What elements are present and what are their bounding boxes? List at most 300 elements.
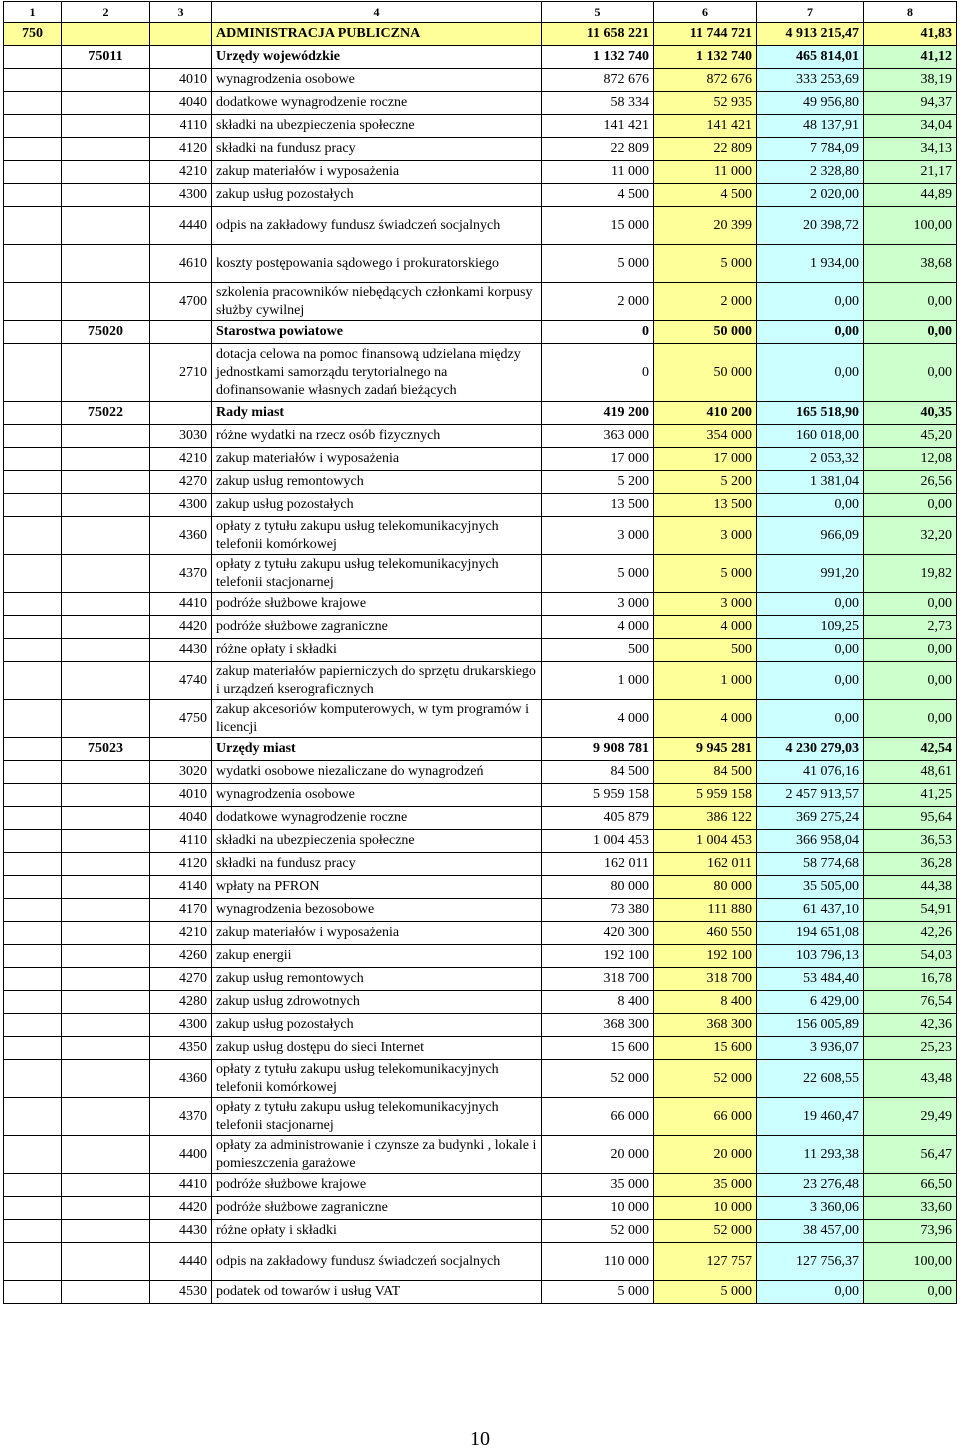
execution-amount-cell: 48 137,91 (757, 115, 864, 138)
paragraph-code-cell: 4410 (150, 1174, 212, 1197)
expense-name-cell: różne wydatki na rzecz osób fizycznych (212, 425, 542, 448)
section-code-cell (62, 184, 150, 207)
table-row (4, 761, 957, 784)
table-row (4, 899, 957, 922)
execution-percent-cell: 42,36 (864, 1014, 957, 1037)
section-row (4, 402, 957, 425)
plan-after-changes-cell: 13 500 (654, 494, 757, 517)
plan-amount-cell: 58 334 (542, 92, 654, 115)
expense-name-cell: wpłaty na PFRON (212, 876, 542, 899)
plan-amount-cell: 52 000 (542, 1060, 654, 1098)
plan-amount-cell: 2 000 (542, 283, 654, 321)
table-row (4, 1098, 957, 1136)
section-code-cell (62, 761, 150, 784)
plan-amount-cell: 17 000 (542, 448, 654, 471)
plan-after-changes-cell: 5 000 (654, 1281, 757, 1304)
plan-amount-cell: 0 (542, 321, 654, 344)
expense-name-cell: podróże służbowe krajowe (212, 1174, 542, 1197)
execution-percent-cell: 41,83 (864, 23, 957, 46)
column-number: 6 (654, 2, 757, 23)
table-row (4, 1014, 957, 1037)
chapter-code-cell (4, 448, 62, 471)
plan-after-changes-cell: 9 945 281 (654, 738, 757, 761)
budget-table (3, 1, 957, 1304)
execution-percent-cell: 21,17 (864, 161, 957, 184)
plan-after-changes-cell: 460 550 (654, 922, 757, 945)
paragraph-code-cell: 4370 (150, 1098, 212, 1136)
column-number-row (4, 2, 957, 23)
section-code-cell (62, 448, 150, 471)
section-code-cell (62, 945, 150, 968)
section-code-cell (62, 807, 150, 830)
chapter-code-cell (4, 1197, 62, 1220)
chapter-code-cell (4, 92, 62, 115)
execution-amount-cell: 194 651,08 (757, 922, 864, 945)
table-row (4, 344, 957, 402)
section-code-cell (62, 639, 150, 662)
plan-after-changes-cell: 141 421 (654, 115, 757, 138)
plan-amount-cell: 66 000 (542, 1098, 654, 1136)
plan-after-changes-cell: 3 000 (654, 517, 757, 555)
execution-percent-cell: 66,50 (864, 1174, 957, 1197)
section-code-cell (62, 207, 150, 245)
table-row (4, 1220, 957, 1243)
expense-name-cell: Urzędy wojewódzkie (212, 46, 542, 69)
chapter-code-cell (4, 616, 62, 639)
chapter-code-cell (4, 1136, 62, 1174)
section-code-cell (62, 471, 150, 494)
plan-amount-cell: 3 000 (542, 517, 654, 555)
plan-amount-cell: 363 000 (542, 425, 654, 448)
plan-amount-cell: 872 676 (542, 69, 654, 92)
plan-after-changes-cell: 5 959 158 (654, 784, 757, 807)
chapter-code-cell (4, 1220, 62, 1243)
chapter-code-cell (4, 784, 62, 807)
paragraph-code-cell: 4210 (150, 922, 212, 945)
paragraph-code-cell: 4040 (150, 92, 212, 115)
expense-name-cell: odpis na zakładowy fundusz świadczeń socjalnych (212, 1243, 542, 1281)
expense-name-cell: Starostwa powiatowe (212, 321, 542, 344)
plan-after-changes-cell: 52 000 (654, 1060, 757, 1098)
chapter-code-cell (4, 69, 62, 92)
execution-percent-cell: 40,35 (864, 402, 957, 425)
plan-after-changes-cell: 11 000 (654, 161, 757, 184)
section-code-cell (62, 1197, 150, 1220)
expense-name-cell: opłaty za administrowanie i czynsze za budynki , lokale i pomieszczenia garażowe (212, 1136, 542, 1174)
chapter-code-cell (4, 1281, 62, 1304)
expense-name-cell: zakup akcesoriów komputerowych, w tym programów i licencji (212, 700, 542, 738)
section-code-cell (62, 69, 150, 92)
expense-name-cell: opłaty z tytułu zakupu usług telekomunikacyjnych telefonii komórkowej (212, 517, 542, 555)
paragraph-code-cell: 4280 (150, 991, 212, 1014)
table-row (4, 662, 957, 700)
section-code-cell: 75023 (62, 738, 150, 761)
paragraph-code-cell: 4350 (150, 1037, 212, 1060)
plan-amount-cell: 80 000 (542, 876, 654, 899)
plan-after-changes-cell: 50 000 (654, 321, 757, 344)
paragraph-code-cell: 4300 (150, 1014, 212, 1037)
execution-percent-cell: 32,20 (864, 517, 957, 555)
table-row (4, 1060, 957, 1098)
plan-amount-cell: 368 300 (542, 1014, 654, 1037)
chapter-row (4, 23, 957, 46)
execution-amount-cell: 156 005,89 (757, 1014, 864, 1037)
chapter-code-cell (4, 662, 62, 700)
chapter-code-cell (4, 807, 62, 830)
plan-amount-cell: 5 000 (542, 555, 654, 593)
chapter-code-cell (4, 425, 62, 448)
table-row (4, 138, 957, 161)
section-code-cell (62, 1014, 150, 1037)
paragraph-code-cell: 4400 (150, 1136, 212, 1174)
table-row (4, 555, 957, 593)
expense-name-cell: zakup materiałów i wyposażenia (212, 448, 542, 471)
execution-amount-cell: 0,00 (757, 344, 864, 402)
plan-after-changes-cell: 192 100 (654, 945, 757, 968)
plan-after-changes-cell: 35 000 (654, 1174, 757, 1197)
plan-amount-cell: 420 300 (542, 922, 654, 945)
plan-amount-cell: 8 400 (542, 991, 654, 1014)
table-row (4, 807, 957, 830)
execution-amount-cell: 966,09 (757, 517, 864, 555)
chapter-code-cell (4, 161, 62, 184)
execution-amount-cell: 3 936,07 (757, 1037, 864, 1060)
plan-amount-cell: 419 200 (542, 402, 654, 425)
chapter-code-cell (4, 184, 62, 207)
section-code-cell (62, 922, 150, 945)
section-code-cell (62, 593, 150, 616)
section-code-cell (62, 991, 150, 1014)
execution-percent-cell: 0,00 (864, 700, 957, 738)
chapter-code-cell (4, 46, 62, 69)
plan-amount-cell: 1 004 453 (542, 830, 654, 853)
plan-amount-cell: 141 421 (542, 115, 654, 138)
expense-name-cell: Rady miast (212, 402, 542, 425)
plan-after-changes-cell: 4 500 (654, 184, 757, 207)
execution-amount-cell: 127 756,37 (757, 1243, 864, 1281)
execution-percent-cell: 12,08 (864, 448, 957, 471)
column-number: 1 (4, 2, 62, 23)
paragraph-code-cell (150, 321, 212, 344)
section-code-cell: 75022 (62, 402, 150, 425)
chapter-code-cell (4, 639, 62, 662)
execution-amount-cell: 35 505,00 (757, 876, 864, 899)
paragraph-code-cell (150, 46, 212, 69)
plan-amount-cell: 22 809 (542, 138, 654, 161)
chapter-code-cell (4, 899, 62, 922)
section-code-cell (62, 1281, 150, 1304)
table-row (4, 115, 957, 138)
expense-name-cell: zakup materiałów papierniczych do sprzętu drukarskiego i urządzeń kserograficznych (212, 662, 542, 700)
chapter-code-cell (4, 115, 62, 138)
expense-name-cell: podatek od towarów i usług VAT (212, 1281, 542, 1304)
column-number: 4 (212, 2, 542, 23)
paragraph-code-cell: 4110 (150, 830, 212, 853)
plan-amount-cell: 405 879 (542, 807, 654, 830)
section-code-cell (62, 853, 150, 876)
execution-percent-cell: 2,73 (864, 616, 957, 639)
table-row (4, 1281, 957, 1304)
execution-amount-cell: 165 518,90 (757, 402, 864, 425)
plan-amount-cell: 52 000 (542, 1220, 654, 1243)
plan-after-changes-cell: 52 935 (654, 92, 757, 115)
execution-percent-cell: 54,91 (864, 899, 957, 922)
execution-amount-cell: 333 253,69 (757, 69, 864, 92)
section-code-cell (62, 1220, 150, 1243)
expense-name-cell: opłaty z tytułu zakupu usług telekomunikacyjnych telefonii stacjonarnej (212, 555, 542, 593)
execution-percent-cell: 34,04 (864, 115, 957, 138)
section-code-cell (62, 1098, 150, 1136)
paragraph-code-cell: 4010 (150, 69, 212, 92)
execution-percent-cell: 0,00 (864, 321, 957, 344)
section-code-cell (62, 425, 150, 448)
plan-after-changes-cell: 8 400 (654, 991, 757, 1014)
expense-name-cell: zakup materiałów i wyposażenia (212, 922, 542, 945)
plan-amount-cell: 162 011 (542, 853, 654, 876)
plan-amount-cell: 11 658 221 (542, 23, 654, 46)
paragraph-code-cell: 4610 (150, 245, 212, 283)
plan-amount-cell: 13 500 (542, 494, 654, 517)
section-code-cell: 75011 (62, 46, 150, 69)
chapter-code-cell (4, 922, 62, 945)
chapter-code-cell (4, 830, 62, 853)
chapter-code-cell (4, 207, 62, 245)
chapter-code-cell (4, 494, 62, 517)
section-row (4, 46, 957, 69)
table-row (4, 92, 957, 115)
execution-percent-cell: 42,54 (864, 738, 957, 761)
plan-after-changes-cell: 80 000 (654, 876, 757, 899)
execution-amount-cell: 109,25 (757, 616, 864, 639)
chapter-code-cell (4, 1060, 62, 1098)
execution-amount-cell: 49 956,80 (757, 92, 864, 115)
paragraph-code-cell: 4270 (150, 968, 212, 991)
chapter-code-cell (4, 1014, 62, 1037)
plan-amount-cell: 15 000 (542, 207, 654, 245)
chapter-code-cell (4, 402, 62, 425)
chapter-code-cell (4, 738, 62, 761)
execution-amount-cell: 0,00 (757, 639, 864, 662)
paragraph-code-cell (150, 402, 212, 425)
plan-amount-cell: 1 000 (542, 662, 654, 700)
execution-percent-cell: 44,38 (864, 876, 957, 899)
paragraph-code-cell: 4300 (150, 184, 212, 207)
execution-amount-cell: 366 958,04 (757, 830, 864, 853)
chapter-code-cell (4, 945, 62, 968)
paragraph-code-cell: 4120 (150, 853, 212, 876)
paragraph-code-cell: 4210 (150, 448, 212, 471)
execution-amount-cell: 2 020,00 (757, 184, 864, 207)
expense-name-cell: zakup usług remontowych (212, 968, 542, 991)
section-code-cell (62, 161, 150, 184)
column-number: 8 (864, 2, 957, 23)
plan-after-changes-cell: 500 (654, 639, 757, 662)
plan-after-changes-cell: 1 000 (654, 662, 757, 700)
execution-percent-cell: 95,64 (864, 807, 957, 830)
execution-percent-cell: 0,00 (864, 1281, 957, 1304)
section-code-cell (62, 1174, 150, 1197)
plan-after-changes-cell: 410 200 (654, 402, 757, 425)
section-code-cell (62, 1136, 150, 1174)
expense-name-cell: wydatki osobowe niezaliczane do wynagrodzeń (212, 761, 542, 784)
section-code-cell (62, 115, 150, 138)
plan-after-changes-cell: 5 000 (654, 555, 757, 593)
page-number: 10 (470, 1428, 490, 1450)
execution-amount-cell: 0,00 (757, 700, 864, 738)
plan-after-changes-cell: 5 000 (654, 245, 757, 283)
expense-name-cell: Urzędy miast (212, 738, 542, 761)
expense-name-cell: składki na ubezpieczenia społeczne (212, 115, 542, 138)
plan-after-changes-cell: 1 132 740 (654, 46, 757, 69)
execution-amount-cell: 6 429,00 (757, 991, 864, 1014)
plan-after-changes-cell: 4 000 (654, 700, 757, 738)
paragraph-code-cell: 4410 (150, 593, 212, 616)
paragraph-code-cell: 4750 (150, 700, 212, 738)
execution-percent-cell: 100,00 (864, 207, 957, 245)
table-row (4, 448, 957, 471)
plan-amount-cell: 9 908 781 (542, 738, 654, 761)
table-row (4, 876, 957, 899)
execution-percent-cell: 41,25 (864, 784, 957, 807)
chapter-code-cell (4, 1037, 62, 1060)
expense-name-cell: zakup materiałów i wyposażenia (212, 161, 542, 184)
expense-name-cell: wynagrodzenia osobowe (212, 69, 542, 92)
paragraph-code-cell: 4440 (150, 207, 212, 245)
table-row (4, 283, 957, 321)
execution-percent-cell: 38,68 (864, 245, 957, 283)
plan-after-changes-cell: 318 700 (654, 968, 757, 991)
plan-after-changes-cell: 84 500 (654, 761, 757, 784)
execution-percent-cell: 0,00 (864, 593, 957, 616)
expense-name-cell: zakup usług zdrowotnych (212, 991, 542, 1014)
execution-percent-cell: 0,00 (864, 344, 957, 402)
execution-amount-cell: 11 293,38 (757, 1136, 864, 1174)
table-row (4, 517, 957, 555)
plan-after-changes-cell: 20 399 (654, 207, 757, 245)
table-row (4, 991, 957, 1014)
execution-amount-cell: 991,20 (757, 555, 864, 593)
paragraph-code-cell: 4120 (150, 138, 212, 161)
execution-amount-cell: 58 774,68 (757, 853, 864, 876)
plan-after-changes-cell: 5 200 (654, 471, 757, 494)
paragraph-code-cell: 4210 (150, 161, 212, 184)
plan-amount-cell: 5 000 (542, 245, 654, 283)
plan-after-changes-cell: 162 011 (654, 853, 757, 876)
chapter-code-cell (4, 471, 62, 494)
execution-amount-cell: 0,00 (757, 1281, 864, 1304)
execution-percent-cell: 0,00 (864, 662, 957, 700)
execution-amount-cell: 103 796,13 (757, 945, 864, 968)
table-row (4, 161, 957, 184)
table-row (4, 784, 957, 807)
plan-after-changes-cell: 111 880 (654, 899, 757, 922)
paragraph-code-cell: 4170 (150, 899, 212, 922)
paragraph-code-cell: 4360 (150, 517, 212, 555)
paragraph-code-cell: 4140 (150, 876, 212, 899)
plan-amount-cell: 0 (542, 344, 654, 402)
table-row (4, 69, 957, 92)
table-row (4, 593, 957, 616)
expense-name-cell: podróże służbowe zagraniczne (212, 1197, 542, 1220)
table-row (4, 945, 957, 968)
table-row (4, 1037, 957, 1060)
paragraph-code-cell: 4530 (150, 1281, 212, 1304)
table-row (4, 494, 957, 517)
plan-amount-cell: 5 959 158 (542, 784, 654, 807)
section-code-cell (62, 245, 150, 283)
chapter-code-cell: 750 (4, 23, 62, 46)
expense-name-cell: zakup energii (212, 945, 542, 968)
execution-percent-cell: 41,12 (864, 46, 957, 69)
plan-after-changes-cell: 17 000 (654, 448, 757, 471)
expense-name-cell: ADMINISTRACJA PUBLICZNA (212, 23, 542, 46)
table-row (4, 207, 957, 245)
chapter-code-cell (4, 991, 62, 1014)
section-code-cell (62, 784, 150, 807)
execution-amount-cell: 4 913 215,47 (757, 23, 864, 46)
execution-amount-cell: 7 784,09 (757, 138, 864, 161)
plan-after-changes-cell: 20 000 (654, 1136, 757, 1174)
execution-percent-cell: 25,23 (864, 1037, 957, 1060)
execution-percent-cell: 33,60 (864, 1197, 957, 1220)
plan-amount-cell: 1 132 740 (542, 46, 654, 69)
chapter-code-cell (4, 245, 62, 283)
expense-name-cell: wynagrodzenia bezosobowe (212, 899, 542, 922)
paragraph-code-cell: 4430 (150, 639, 212, 662)
paragraph-code-cell: 4260 (150, 945, 212, 968)
execution-percent-cell: 44,89 (864, 184, 957, 207)
section-code-cell (62, 830, 150, 853)
execution-percent-cell: 54,03 (864, 945, 957, 968)
execution-amount-cell: 0,00 (757, 321, 864, 344)
chapter-code-cell (4, 700, 62, 738)
table-row (4, 1136, 957, 1174)
column-number: 7 (757, 2, 864, 23)
execution-percent-cell: 76,54 (864, 991, 957, 1014)
expense-name-cell: składki na fundusz pracy (212, 138, 542, 161)
table-row (4, 1243, 957, 1281)
plan-amount-cell: 35 000 (542, 1174, 654, 1197)
table-row (4, 700, 957, 738)
section-code-cell (62, 1243, 150, 1281)
execution-percent-cell: 94,37 (864, 92, 957, 115)
paragraph-code-cell: 4370 (150, 555, 212, 593)
section-code-cell (62, 138, 150, 161)
execution-amount-cell: 19 460,47 (757, 1098, 864, 1136)
plan-amount-cell: 5 200 (542, 471, 654, 494)
execution-amount-cell: 23 276,48 (757, 1174, 864, 1197)
table-row (4, 471, 957, 494)
paragraph-code-cell: 3030 (150, 425, 212, 448)
execution-percent-cell: 0,00 (864, 283, 957, 321)
execution-percent-cell: 73,96 (864, 1220, 957, 1243)
expense-name-cell: zakup usług pozostałych (212, 184, 542, 207)
table-body (4, 23, 957, 1304)
plan-after-changes-cell: 15 600 (654, 1037, 757, 1060)
paragraph-code-cell: 2710 (150, 344, 212, 402)
execution-amount-cell: 53 484,40 (757, 968, 864, 991)
section-code-cell (62, 968, 150, 991)
column-number: 5 (542, 2, 654, 23)
column-number: 2 (62, 2, 150, 23)
section-code-cell (62, 555, 150, 593)
expense-name-cell: zakup usług pozostałych (212, 1014, 542, 1037)
plan-after-changes-cell: 3 000 (654, 593, 757, 616)
execution-percent-cell: 19,82 (864, 555, 957, 593)
execution-percent-cell: 0,00 (864, 494, 957, 517)
execution-amount-cell: 1 934,00 (757, 245, 864, 283)
table-row (4, 922, 957, 945)
